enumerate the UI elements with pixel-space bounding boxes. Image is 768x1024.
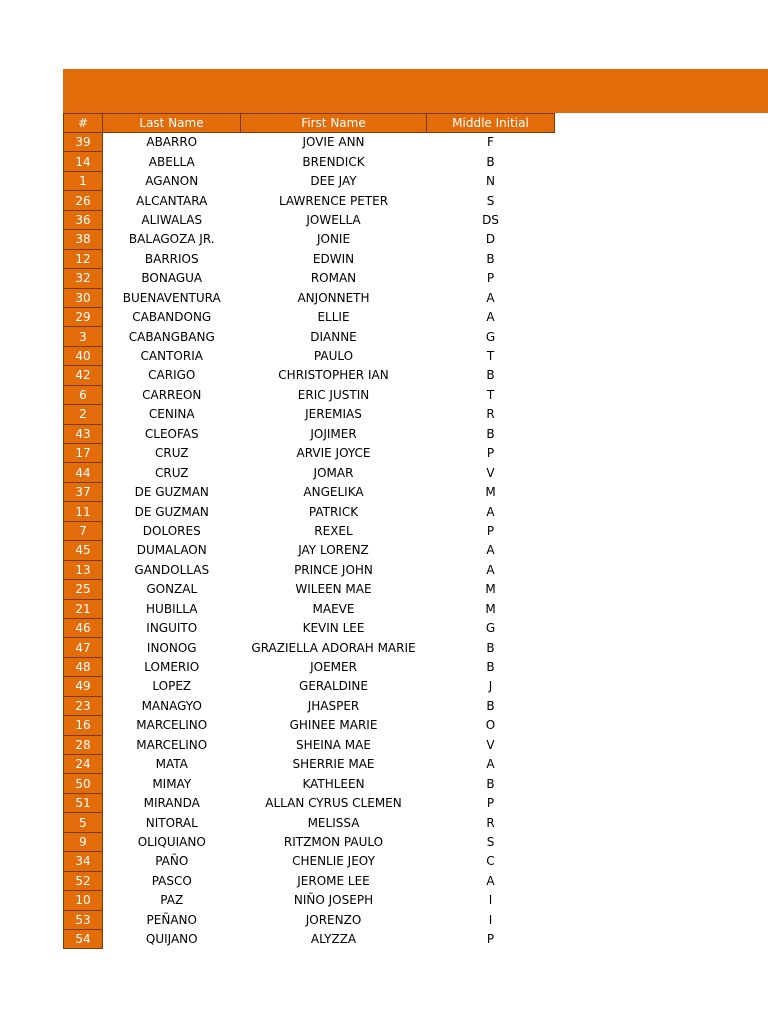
last-name-cell[interactable]: DUMALAON: [103, 541, 241, 560]
table-row[interactable]: [64, 871, 555, 890]
middle-initial-cell[interactable]: B: [427, 696, 555, 715]
student-table: [63, 113, 555, 949]
first-name-cell[interactable]: JOVIE ANN: [241, 133, 427, 152]
last-name-cell[interactable]: BONAGUA: [103, 269, 241, 288]
table-row[interactable]: [64, 482, 555, 501]
first-name-cell[interactable]: REXEL: [241, 521, 427, 540]
table-row[interactable]: [64, 638, 555, 657]
last-name-cell[interactable]: OLIQUIANO: [103, 832, 241, 851]
last-name-cell[interactable]: PAÑO: [103, 852, 241, 871]
table-row[interactable]: [64, 813, 555, 832]
first-name-cell[interactable]: JOEMER: [241, 657, 427, 676]
table-row[interactable]: [64, 774, 555, 793]
row-number-cell[interactable]: 37: [64, 482, 103, 501]
first-name-cell[interactable]: ROMAN: [241, 269, 427, 288]
middle-initial-cell[interactable]: T: [427, 385, 555, 404]
middle-initial-cell[interactable]: A: [427, 560, 555, 579]
middle-initial-cell[interactable]: DS: [427, 210, 555, 229]
middle-initial-cell[interactable]: P: [427, 793, 555, 812]
first-name-cell[interactable]: SHEINA MAE: [241, 735, 427, 754]
table-row[interactable]: [64, 249, 555, 268]
row-number-cell[interactable]: 39: [64, 133, 103, 152]
first-name-cell[interactable]: JORENZO: [241, 910, 427, 929]
middle-initial-cell[interactable]: C: [427, 852, 555, 871]
table-row[interactable]: [64, 677, 555, 696]
middle-initial-cell[interactable]: B: [427, 638, 555, 657]
last-name-cell[interactable]: CABANDONG: [103, 307, 241, 326]
middle-initial-cell[interactable]: T: [427, 346, 555, 365]
table-row[interactable]: [64, 891, 555, 910]
table-row[interactable]: [64, 210, 555, 229]
first-name-cell[interactable]: EDWIN: [241, 249, 427, 268]
first-name-cell[interactable]: KATHLEEN: [241, 774, 427, 793]
table-row[interactable]: [64, 657, 555, 676]
last-name-cell[interactable]: CRUZ: [103, 444, 241, 463]
table-row[interactable]: [64, 832, 555, 851]
last-name-cell[interactable]: ABELLA: [103, 152, 241, 171]
middle-initial-cell[interactable]: B: [427, 152, 555, 171]
last-name-cell[interactable]: HUBILLA: [103, 599, 241, 618]
row-number-cell[interactable]: 49: [64, 677, 103, 696]
row-number-cell[interactable]: 53: [64, 910, 103, 929]
row-number-cell[interactable]: 47: [64, 638, 103, 657]
middle-initial-cell[interactable]: B: [427, 424, 555, 443]
last-name-cell[interactable]: BALAGOZA JR.: [103, 230, 241, 249]
last-name-cell[interactable]: NITORAL: [103, 813, 241, 832]
row-number-cell[interactable]: 48: [64, 657, 103, 676]
first-name-cell[interactable]: BRENDICK: [241, 152, 427, 171]
row-number-cell[interactable]: 10: [64, 891, 103, 910]
table-row[interactable]: [64, 327, 555, 346]
row-number-cell[interactable]: 6: [64, 385, 103, 404]
last-name-cell[interactable]: MIMAY: [103, 774, 241, 793]
middle-initial-cell[interactable]: M: [427, 482, 555, 501]
row-number-cell[interactable]: 1: [64, 171, 103, 190]
last-name-cell[interactable]: CABANGBANG: [103, 327, 241, 346]
row-number-cell[interactable]: 54: [64, 929, 103, 948]
row-number-cell[interactable]: 36: [64, 210, 103, 229]
table-row[interactable]: [64, 288, 555, 307]
middle-initial-cell[interactable]: A: [427, 502, 555, 521]
last-name-cell[interactable]: MIRANDA: [103, 793, 241, 812]
first-name-cell[interactable]: JOMAR: [241, 463, 427, 482]
last-name-cell[interactable]: CANTORIA: [103, 346, 241, 365]
first-name-cell[interactable]: JAY LORENZ: [241, 541, 427, 560]
first-name-cell[interactable]: SHERRIE MAE: [241, 755, 427, 774]
table-row[interactable]: [64, 424, 555, 443]
last-name-cell[interactable]: DOLORES: [103, 521, 241, 540]
row-number-cell[interactable]: 17: [64, 444, 103, 463]
middle-initial-cell[interactable]: B: [427, 366, 555, 385]
middle-initial-cell[interactable]: A: [427, 871, 555, 890]
first-name-cell[interactable]: JEROME LEE: [241, 871, 427, 890]
middle-initial-cell[interactable]: V: [427, 463, 555, 482]
table-row[interactable]: [64, 152, 555, 171]
middle-initial-cell[interactable]: R: [427, 813, 555, 832]
row-number-cell[interactable]: 45: [64, 541, 103, 560]
row-number-cell[interactable]: 50: [64, 774, 103, 793]
last-name-cell[interactable]: MARCELINO: [103, 716, 241, 735]
row-number-cell[interactable]: 3: [64, 327, 103, 346]
table-row[interactable]: [64, 191, 555, 210]
last-name-cell[interactable]: BUENAVENTURA: [103, 288, 241, 307]
row-number-cell[interactable]: 2: [64, 405, 103, 424]
last-name-cell[interactable]: GANDOLLAS: [103, 560, 241, 579]
row-number-cell[interactable]: 44: [64, 463, 103, 482]
first-name-cell[interactable]: PAULO: [241, 346, 427, 365]
row-number-cell[interactable]: 13: [64, 560, 103, 579]
first-name-cell[interactable]: WILEEN MAE: [241, 580, 427, 599]
first-name-cell[interactable]: RITZMON PAULO: [241, 832, 427, 851]
middle-initial-cell[interactable]: B: [427, 657, 555, 676]
middle-initial-cell[interactable]: I: [427, 891, 555, 910]
middle-initial-cell[interactable]: R: [427, 405, 555, 424]
first-name-cell[interactable]: JOJIMER: [241, 424, 427, 443]
row-number-cell[interactable]: 29: [64, 307, 103, 326]
table-row[interactable]: [64, 852, 555, 871]
row-number-cell[interactable]: 42: [64, 366, 103, 385]
last-name-cell[interactable]: MANAGYO: [103, 696, 241, 715]
first-name-cell[interactable]: MELISSA: [241, 813, 427, 832]
table-row[interactable]: [64, 133, 555, 152]
last-name-cell[interactable]: INONOG: [103, 638, 241, 657]
middle-initial-cell[interactable]: P: [427, 444, 555, 463]
first-name-cell[interactable]: MAEVE: [241, 599, 427, 618]
row-number-cell[interactable]: 23: [64, 696, 103, 715]
row-number-cell[interactable]: 43: [64, 424, 103, 443]
middle-initial-cell[interactable]: M: [427, 599, 555, 618]
row-number-cell[interactable]: 28: [64, 735, 103, 754]
row-number-cell[interactable]: 38: [64, 230, 103, 249]
last-name-cell[interactable]: DE GUZMAN: [103, 482, 241, 501]
table-row[interactable]: [64, 910, 555, 929]
middle-initial-cell[interactable]: G: [427, 327, 555, 346]
first-name-cell[interactable]: ALYZZA: [241, 929, 427, 948]
middle-initial-cell[interactable]: V: [427, 735, 555, 754]
table-row[interactable]: [64, 541, 555, 560]
first-name-cell[interactable]: KEVIN LEE: [241, 618, 427, 637]
last-name-cell[interactable]: CARREON: [103, 385, 241, 404]
table-row[interactable]: [64, 385, 555, 404]
middle-initial-cell[interactable]: A: [427, 288, 555, 307]
row-number-cell[interactable]: 26: [64, 191, 103, 210]
middle-initial-cell[interactable]: M: [427, 580, 555, 599]
table-row[interactable]: [64, 696, 555, 715]
column-header-middle-initial[interactable]: Middle Initial: [427, 114, 555, 133]
middle-initial-cell[interactable]: A: [427, 755, 555, 774]
middle-initial-cell[interactable]: P: [427, 269, 555, 288]
first-name-cell[interactable]: ANGELIKA: [241, 482, 427, 501]
first-name-cell[interactable]: JEREMIAS: [241, 405, 427, 424]
table-row[interactable]: [64, 346, 555, 365]
table-row[interactable]: [64, 599, 555, 618]
last-name-cell[interactable]: CARIGO: [103, 366, 241, 385]
middle-initial-cell[interactable]: S: [427, 832, 555, 851]
row-number-cell[interactable]: 12: [64, 249, 103, 268]
table-row[interactable]: [64, 444, 555, 463]
table-row[interactable]: [64, 269, 555, 288]
table-row[interactable]: [64, 929, 555, 948]
first-name-cell[interactable]: ALLAN CYRUS CLEMEN: [241, 793, 427, 812]
first-name-cell[interactable]: GRAZIELLA ADORAH MARIE: [241, 638, 427, 657]
row-number-cell[interactable]: 46: [64, 618, 103, 637]
last-name-cell[interactable]: CENINA: [103, 405, 241, 424]
last-name-cell[interactable]: BARRIOS: [103, 249, 241, 268]
last-name-cell[interactable]: LOMERIO: [103, 657, 241, 676]
row-number-cell[interactable]: 34: [64, 852, 103, 871]
row-number-cell[interactable]: 5: [64, 813, 103, 832]
last-name-cell[interactable]: DE GUZMAN: [103, 502, 241, 521]
row-number-cell[interactable]: 25: [64, 580, 103, 599]
header-banner: [63, 69, 768, 113]
table-row[interactable]: [64, 735, 555, 754]
row-number-cell[interactable]: 9: [64, 832, 103, 851]
first-name-cell[interactable]: DIANNE: [241, 327, 427, 346]
row-number-cell[interactable]: 14: [64, 152, 103, 171]
first-name-cell[interactable]: DEE JAY: [241, 171, 427, 190]
middle-initial-cell[interactable]: I: [427, 910, 555, 929]
table-row[interactable]: [64, 405, 555, 424]
last-name-cell[interactable]: ALIWALAS: [103, 210, 241, 229]
row-number-cell[interactable]: 52: [64, 871, 103, 890]
table-row[interactable]: [64, 521, 555, 540]
last-name-cell[interactable]: MARCELINO: [103, 735, 241, 754]
table-row[interactable]: [64, 307, 555, 326]
first-name-cell[interactable]: NIÑO JOSEPH: [241, 891, 427, 910]
middle-initial-cell[interactable]: B: [427, 249, 555, 268]
first-name-cell[interactable]: ERIC JUSTIN: [241, 385, 427, 404]
middle-initial-cell[interactable]: O: [427, 716, 555, 735]
table-row[interactable]: [64, 560, 555, 579]
last-name-cell[interactable]: CRUZ: [103, 463, 241, 482]
first-name-cell[interactable]: ARVIE JOYCE: [241, 444, 427, 463]
last-name-cell[interactable]: ALCANTARA: [103, 191, 241, 210]
row-number-cell[interactable]: 21: [64, 599, 103, 618]
middle-initial-cell[interactable]: S: [427, 191, 555, 210]
middle-initial-cell[interactable]: B: [427, 774, 555, 793]
last-name-cell[interactable]: AGANON: [103, 171, 241, 190]
middle-initial-cell[interactable]: P: [427, 929, 555, 948]
first-name-cell[interactable]: ELLIE: [241, 307, 427, 326]
first-name-cell[interactable]: CHRISTOPHER IAN: [241, 366, 427, 385]
first-name-cell[interactable]: PATRICK: [241, 502, 427, 521]
table-row[interactable]: [64, 502, 555, 521]
student-list-sheet: [63, 113, 555, 949]
row-number-cell[interactable]: 30: [64, 288, 103, 307]
last-name-cell[interactable]: GONZAL: [103, 580, 241, 599]
table-row[interactable]: [64, 618, 555, 637]
row-number-cell[interactable]: 24: [64, 755, 103, 774]
column-header-number[interactable]: #: [64, 114, 103, 133]
first-name-cell[interactable]: GERALDINE: [241, 677, 427, 696]
middle-initial-cell[interactable]: A: [427, 541, 555, 560]
last-name-cell[interactable]: ABARRO: [103, 133, 241, 152]
table-body: [64, 133, 555, 949]
first-name-cell[interactable]: CHENLIE JEOY: [241, 852, 427, 871]
table-row[interactable]: [64, 716, 555, 735]
column-header-last-name[interactable]: Last Name: [103, 114, 241, 133]
last-name-cell[interactable]: PAZ: [103, 891, 241, 910]
middle-initial-cell[interactable]: N: [427, 171, 555, 190]
first-name-cell[interactable]: JONIE: [241, 230, 427, 249]
first-name-cell[interactable]: GHINEE MARIE: [241, 716, 427, 735]
table-row[interactable]: [64, 171, 555, 190]
table-header-row: [64, 114, 555, 133]
column-header-first-name[interactable]: First Name: [241, 114, 427, 133]
table-row[interactable]: [64, 793, 555, 812]
row-number-cell[interactable]: 16: [64, 716, 103, 735]
first-name-cell[interactable]: JOWELLA: [241, 210, 427, 229]
row-number-cell[interactable]: 51: [64, 793, 103, 812]
last-name-cell[interactable]: PASCO: [103, 871, 241, 890]
row-number-cell[interactable]: 32: [64, 269, 103, 288]
table-row[interactable]: [64, 755, 555, 774]
row-number-cell[interactable]: 7: [64, 521, 103, 540]
first-name-cell[interactable]: PRINCE JOHN: [241, 560, 427, 579]
first-name-cell[interactable]: ANJONNETH: [241, 288, 427, 307]
last-name-cell[interactable]: INGUITO: [103, 618, 241, 637]
table-row[interactable]: [64, 366, 555, 385]
last-name-cell[interactable]: QUIJANO: [103, 929, 241, 948]
table-row[interactable]: [64, 463, 555, 482]
first-name-cell[interactable]: LAWRENCE PETER: [241, 191, 427, 210]
middle-initial-cell[interactable]: P: [427, 521, 555, 540]
middle-initial-cell[interactable]: D: [427, 230, 555, 249]
middle-initial-cell[interactable]: G: [427, 618, 555, 637]
middle-initial-cell[interactable]: A: [427, 307, 555, 326]
last-name-cell[interactable]: LOPEZ: [103, 677, 241, 696]
last-name-cell[interactable]: MATA: [103, 755, 241, 774]
last-name-cell[interactable]: CLEOFAS: [103, 424, 241, 443]
table-row[interactable]: [64, 580, 555, 599]
middle-initial-cell[interactable]: J: [427, 677, 555, 696]
table-row[interactable]: [64, 230, 555, 249]
last-name-cell[interactable]: PEÑANO: [103, 910, 241, 929]
row-number-cell[interactable]: 40: [64, 346, 103, 365]
middle-initial-cell[interactable]: F: [427, 133, 555, 152]
row-number-cell[interactable]: 11: [64, 502, 103, 521]
first-name-cell[interactable]: JHASPER: [241, 696, 427, 715]
